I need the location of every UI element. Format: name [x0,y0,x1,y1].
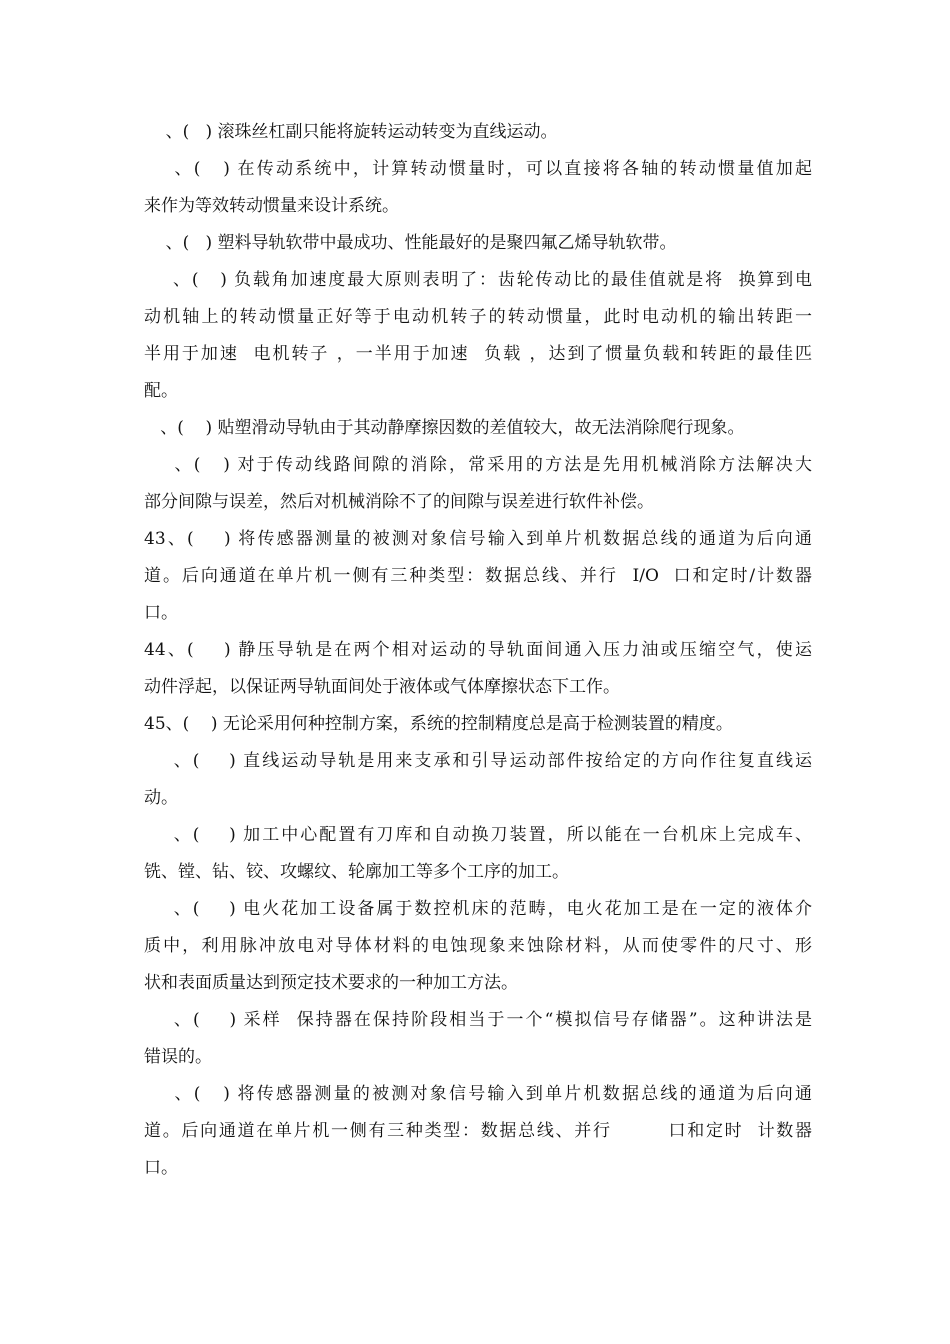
question-line: 、( ) 加工中心配置有刀库和自动换刀装置，所以能在一台机床上完成车、 [144,825,812,845]
question-line: 部分间隙与误差，然后对机械消除不了的间隙与误差进行软件补偿。 [144,492,654,512]
question-item [144,114,812,151]
question-line: 铣、镗、钻、铰、攻螺纹、轮廓加工等多个工序的加工。 [144,862,569,882]
question-line: 、( ) 电火花加工设备属于数控机床的范畴，电火花加工是在一定的液体介 [144,899,812,919]
question-item [144,632,812,706]
question-item [144,743,812,817]
question-item [144,447,812,521]
question-item [144,151,812,225]
question-line: 来作为等效转动惯量来设计系统。 [144,196,399,216]
question-item [144,817,812,891]
question-line: 43、( ) 将传感器测量的被测对象信号输入到单片机数据总线的通道为后向通 [144,529,812,549]
question-line: 动件浮起，以保证两导轨面间处于液体或气体摩擦状态下工作。 [144,677,620,697]
question-item [144,706,812,743]
question-item [144,262,812,410]
question-item [144,225,812,262]
question-line: 错误的。 [144,1047,212,1067]
question-line: 、( ) 采样 保持器在保持阶段相当于一个“模拟信号存储器”。这种讲法是 [144,1010,812,1030]
question-line: 配。 [144,381,178,401]
question-item [144,410,812,447]
question-item [144,1002,812,1076]
question-item [144,891,812,1002]
question-line: 状和表面质量达到预定技术要求的一种加工方法。 [144,973,518,993]
question-line: 44、( ) 静压导轨是在两个相对运动的导轨面间通入压力油或压缩空气，使运 [144,640,812,660]
question-line: 口。 [144,603,178,623]
question-item [144,521,812,632]
question-line: 口。 [144,1158,178,1178]
question-line: 、( ) 贴塑滑动导轨由于其动静摩擦因数的差值较大，故无法消除爬行现象。 [144,418,745,438]
question-item [144,1076,812,1187]
question-line: 道。后向通道在单片机一侧有三种类型：数据总线、并行 I/O 口和定时/计数器 [144,566,812,586]
question-line: 半用于加速 电机转子 ，一半用于加速 负载 ，达到了惯量负载和转距的最佳匹 [144,344,812,364]
question-line: 、( ) 对于传动线路间隙的消除，常采用的方法是先用机械消除方法解决大 [144,455,812,475]
question-line: 、( ) 直线运动导轨是用来支承和引导运动部件按给定的方向作往复直线运 [144,751,812,771]
question-line: 、( ) 塑料导轨软带中最成功、性能最好的是聚四氟乙烯导轨软带。 [144,233,677,253]
question-line: 、( ) 负载角加速度最大原则表明了：齿轮传动比的最佳值就是将 换算到电 [144,270,812,290]
question-line: 道。后向通道在单片机一侧有三种类型：数据总线、并行 口和定时 计数器 [144,1121,812,1141]
question-line: 质中，利用脉冲放电对导体材料的电蚀现象来蚀除材料，从而使零件的尺寸、形 [144,936,812,956]
question-line: 、( ) 在传动系统中，计算转动惯量时，可以直接将各轴的转动惯量值加起 [144,159,812,179]
question-line: 动机轴上的转动惯量正好等于电动机转子的转动惯量，此时电动机的输出转距一 [144,307,812,327]
question-line: 、( ) 将传感器测量的被测对象信号输入到单片机数据总线的通道为后向通 [144,1084,812,1104]
question-line: 动。 [144,788,178,808]
question-line: 、( ) 滚珠丝杠副只能将旋转运动转变为直线运动。 [144,122,558,142]
question-line: 45、( ) 无论采用何种控制方案，系统的控制精度总是高于检测装置的精度。 [144,714,733,734]
